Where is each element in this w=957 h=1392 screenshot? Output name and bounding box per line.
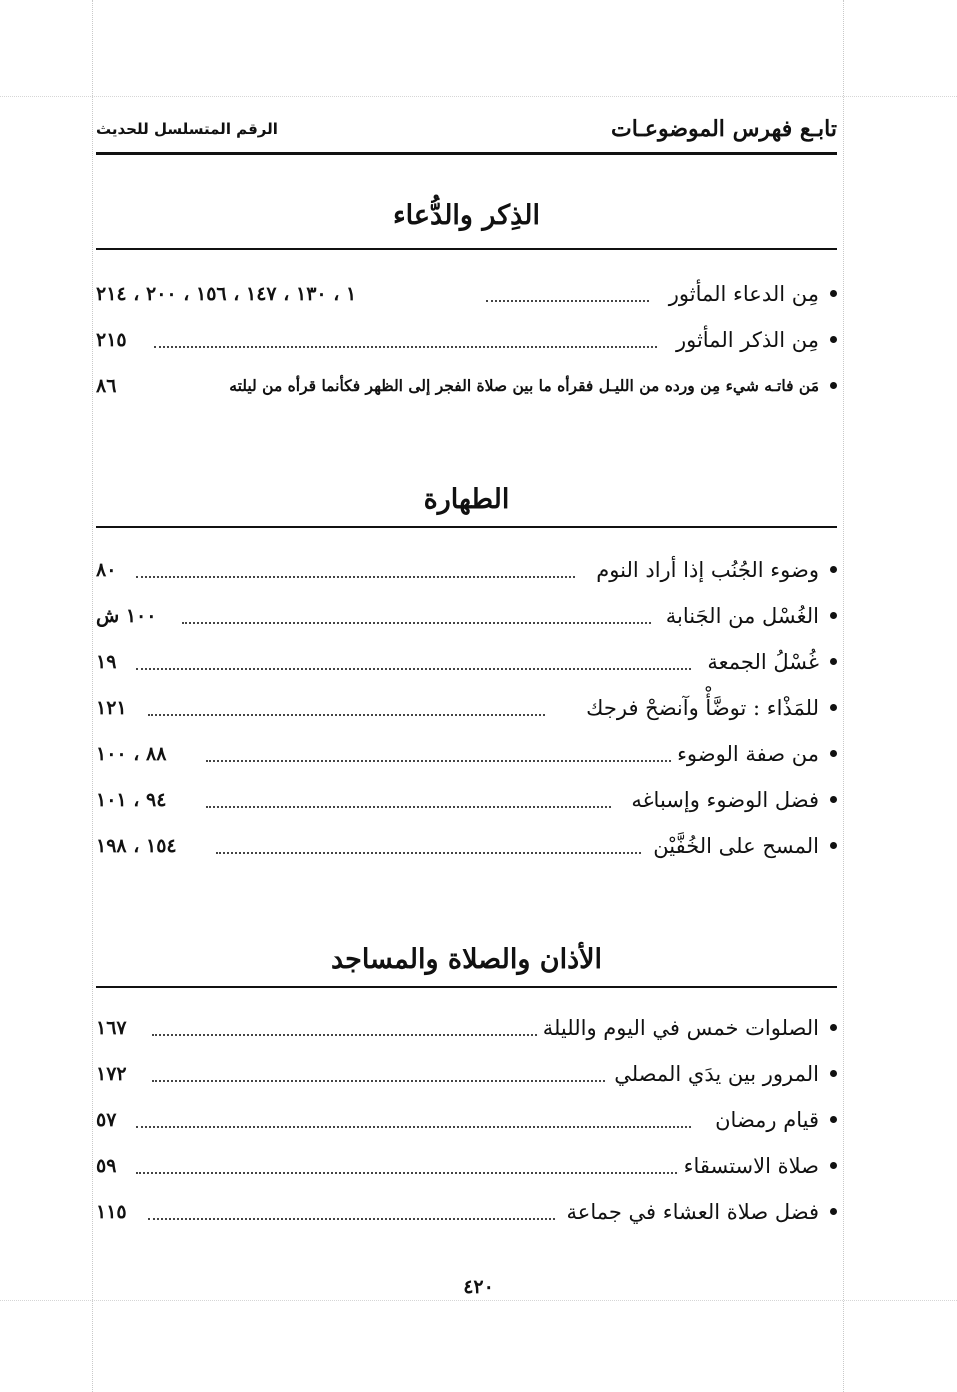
- entry-refs: ٨٨ ، ١٠٠: [96, 743, 167, 765]
- section-title-adhan-salah: الأذان والصلاة والمساجد: [330, 944, 603, 975]
- dot-leader: [486, 300, 649, 302]
- header-hadith-number-label: الرقم المتسلسل للحديث: [96, 120, 278, 138]
- bullet-icon: [830, 796, 837, 803]
- section-rule: [96, 986, 837, 988]
- section-title-dhikr: الذِكر والدُّعاء: [392, 200, 541, 231]
- entry-refs: ١٠٠ ش: [96, 605, 157, 627]
- index-entry: [96, 1198, 837, 1236]
- entry-title: المرور بين يدَي المصلي: [614, 1062, 819, 1086]
- entry-title: غُسْلُ الجمعة: [707, 650, 819, 674]
- index-entry: [96, 556, 837, 594]
- index-entry: [96, 280, 837, 318]
- bullet-icon: [830, 842, 837, 849]
- entry-title: للمَذْاء : توضَّأْ وآنضحْ فرجك: [586, 696, 819, 720]
- index-entry: [96, 786, 837, 824]
- dot-leader: [136, 1172, 677, 1174]
- index-entry: [96, 1014, 837, 1052]
- bullet-icon: [830, 1024, 837, 1031]
- entry-title: وضوء الجُنُب إذا أراد النوم: [596, 558, 819, 582]
- index-entry: [96, 326, 837, 364]
- page-number: ٤٢٠: [463, 1276, 494, 1298]
- index-entry: [96, 694, 837, 732]
- section-rule: [96, 248, 837, 250]
- dot-leader: [148, 1218, 555, 1220]
- index-entry: [96, 832, 837, 870]
- dot-leader: [152, 1034, 537, 1036]
- dot-leader: [206, 760, 671, 762]
- index-entry: [96, 648, 837, 686]
- bullet-icon: [830, 336, 837, 343]
- dot-leader: [154, 346, 657, 348]
- dot-leader: [148, 714, 545, 716]
- entry-refs: ١٥٤ ، ١٩٨: [96, 835, 177, 857]
- entry-refs: ٥٩: [96, 1155, 117, 1177]
- dot-leader: [136, 1126, 691, 1128]
- index-entry: [96, 602, 837, 640]
- entry-refs: ١٦٧: [96, 1017, 127, 1039]
- index-entry: [96, 1152, 837, 1190]
- bullet-icon: [830, 1116, 837, 1123]
- index-entry: [96, 1106, 837, 1144]
- entry-refs: ٩٤ ، ١٠١: [96, 789, 167, 811]
- entry-refs: ١٧٢: [96, 1063, 127, 1085]
- running-header: [96, 112, 837, 155]
- dot-leader: [206, 806, 611, 808]
- dot-leader: [152, 1080, 605, 1082]
- dot-leader: [136, 668, 691, 670]
- entry-refs: ٥٧: [96, 1109, 117, 1131]
- dot-leader: [216, 852, 641, 854]
- dot-leader: [136, 576, 575, 578]
- dot-leader: [182, 622, 651, 624]
- index-entry: [96, 372, 837, 410]
- entry-refs: ١٢١: [96, 697, 127, 719]
- bullet-icon: [830, 382, 837, 389]
- bullet-icon: [830, 704, 837, 711]
- scan-guide-left: [92, 0, 93, 1392]
- bullet-icon: [830, 290, 837, 297]
- bullet-icon: [830, 658, 837, 665]
- entry-refs: ١٩: [96, 651, 117, 673]
- entry-refs: ٨٦: [96, 375, 117, 397]
- bullet-icon: [830, 1208, 837, 1215]
- entry-title: صلاة الاستسقاء: [683, 1154, 819, 1178]
- scan-guide-right: [843, 0, 844, 1392]
- bullet-icon: [830, 1162, 837, 1169]
- entry-title: مِن الذكر المأثور: [675, 328, 819, 352]
- entry-refs: ١١٥: [96, 1201, 127, 1223]
- entry-refs: ١ ، ١٣٠ ، ١٤٧ ، ١٥٦ ، ٢٠٠ ، ٢١٤: [96, 283, 357, 305]
- entry-refs: ٨٠: [96, 559, 117, 581]
- entry-title: فضل صلاة العشاء في جماعة: [566, 1200, 819, 1224]
- entry-title: قيام رمضان: [715, 1108, 819, 1132]
- entry-title: فضل الوضوء وإسباغه: [631, 788, 819, 812]
- bullet-icon: [830, 750, 837, 757]
- section-title-taharah: الطهارة: [423, 484, 510, 515]
- entry-title: من صفة الوضوء: [677, 742, 819, 766]
- index-entry: [96, 1060, 837, 1098]
- entry-title: مِن الدعاء المأثور: [668, 282, 819, 306]
- bullet-icon: [830, 1070, 837, 1077]
- header-topics-title: تابـع فهرس الموضوعـات: [610, 116, 837, 142]
- bullet-icon: [830, 566, 837, 573]
- entry-title: المسح على الخُفَّيْن: [653, 834, 819, 858]
- entry-refs: ٢١٥: [96, 329, 127, 351]
- scan-guide-top: [0, 96, 957, 97]
- entry-title: الغُسْل من الجَنابة: [665, 604, 819, 628]
- bullet-icon: [830, 612, 837, 619]
- entry-title: الصلوات خمس في اليوم والليلة: [542, 1016, 819, 1040]
- index-entry: [96, 740, 837, 778]
- entry-title: مَن فاتـه شيء مِن ورده من الليـل فقرأه ما بين صلاة الفجر إلى الظهر فكأنما قرأه من ليلته: [229, 376, 819, 395]
- section-rule: [96, 526, 837, 528]
- scan-guide-bottom: [0, 1300, 957, 1301]
